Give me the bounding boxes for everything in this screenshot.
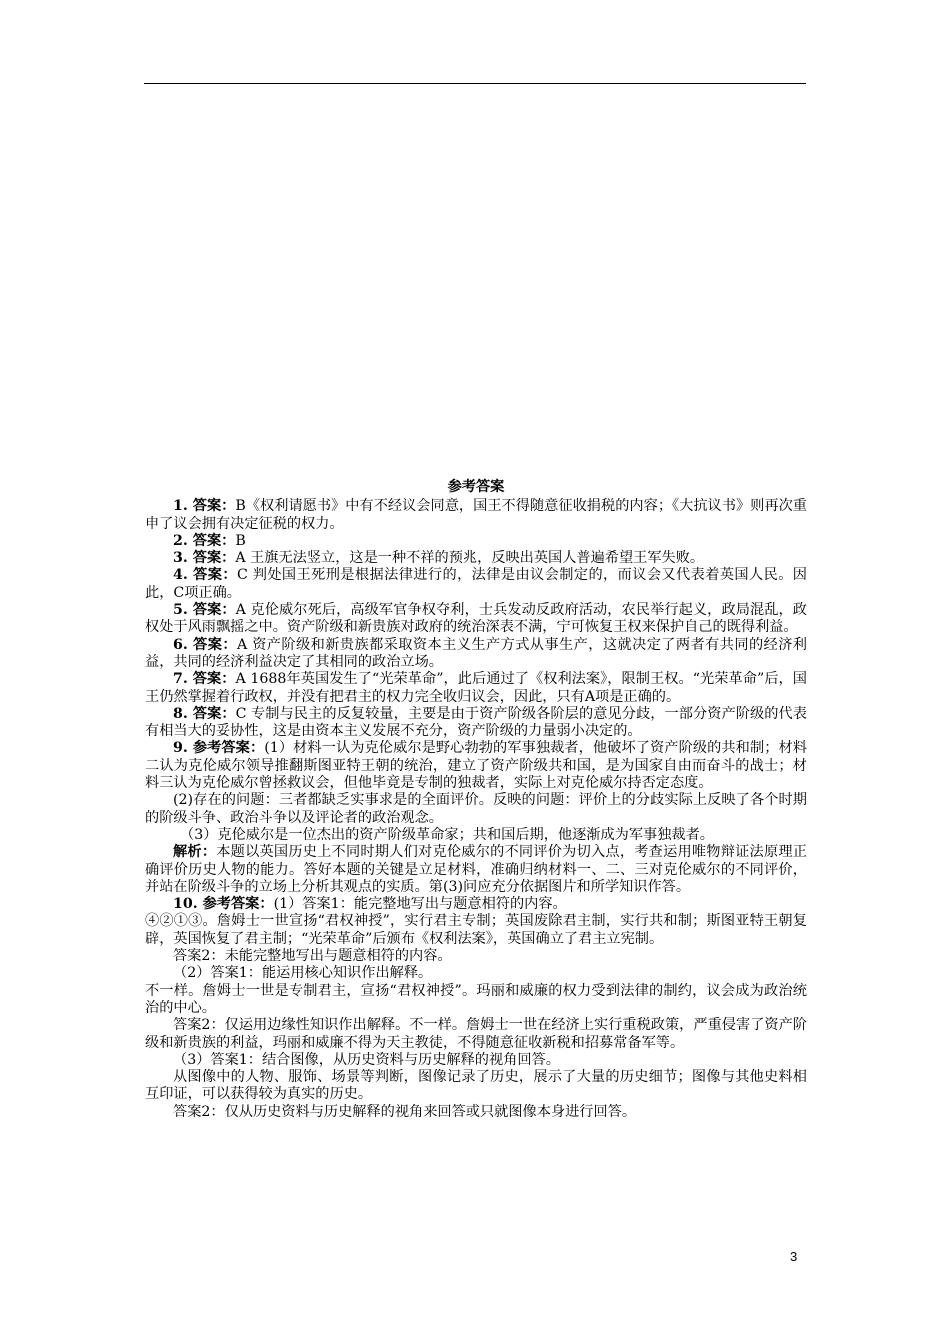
answer-10-line: ④②①③。詹姆士一世宣扬“君权神授”，实行君主专制；英国废除君主制，实行共和制；斯图亚特王朝复辟，英国恢复了君主制；“光荣革命”后颁布《权利法案》，英国确立了君主立宪制。 [145, 913, 807, 947]
answer-4 [145, 567, 807, 602]
answer-1 [145, 498, 807, 533]
answer-label: 5. 答案： [173, 602, 236, 619]
analysis-text: 本题以英国历史上不同时期人们对克伦威尔的不同评价为切入点，考查运用唯物辩证法原理正确评价历史人物的能力。答好本题的关键是立足材料，准确归纳材料一、二、三对克伦威尔的不同评价，并站在阶级斗争的立场上分析其观点的实质。第(3)问应充分依据图片和所学知识作答。 [145, 844, 807, 895]
answer-label: 7. 答案： [173, 671, 236, 688]
answer-9-part-3: （3）克伦威尔是一位杰出的资产阶级革命家；共和国后期，他逐渐成为军事独裁者。 [180, 826, 714, 843]
answer-label: 3. 答案： [173, 550, 236, 567]
analysis-label: 解析： [173, 844, 217, 861]
answer-10-line: 答案2：仅从历史资料与历史解释的视角来回答或只就图像本身进行回答。 [173, 1103, 637, 1120]
answer-text: A 克伦威尔死后，高级军官争权夺利，士兵发动反政府活动，农民举行起义，政局混乱，政权处于风雨飘摇之中。资产阶级和新贵族对政府的统治深表不满，宁可恢复王权来保护自己的既得利益。 [145, 602, 807, 636]
answer-9 [145, 740, 807, 792]
header-rule [144, 83, 806, 84]
answer-text: (1）答案1：能完整地写出与题意相符的内容。 [273, 896, 567, 913]
answer-label: 8. 答案： [173, 705, 236, 722]
answer-text: C 专制与民主的反复较量，主要是由于资产阶级各阶层的意见分歧，一部分资产阶级的代表有相当大的妥协性，这是由资本主义发展不充分，资产阶级的力量弱小决定的。 [145, 705, 807, 740]
answer-label: 4. 答案： [173, 567, 237, 584]
answer-10-line: 从图像中的人物、服饰、场景等判断，图像记录了历史，展示了大量的历史细节；图像与其他史料相互印证，可以获得较为真实的历史。 [145, 1069, 807, 1103]
answer-label: 1. 答案： [173, 498, 236, 515]
answer-text: B《权利请愿书》中有不经议会同意，国王不得随意征收捐税的内容；《大抗议书》则再次重申了议会拥有决定征税的权力。 [145, 498, 807, 532]
answer-10-line: 不一样。詹姆士一世是专制君主，宣扬“君权神授”。玛丽和威廉的权力受到法律的制约，议会成为政治统治的中心。 [145, 982, 807, 1016]
answer-text: B [235, 532, 246, 549]
answer-section [145, 479, 807, 1121]
answer-text: C 判处国王死刑是根据法律进行的，法律是由议会制定的，而议会又代表着英国人民。因此，C项正确。 [145, 567, 807, 601]
answer-text: A 资产阶级和新贵族都采取资本主义生产方式从事生产，这就决定了两者有共同的经济利益，共同的经济利益决定了其相同的政治立场。 [145, 636, 807, 670]
answer-10 [145, 896, 807, 913]
answer-6 [145, 637, 807, 672]
answer-2 [145, 533, 807, 550]
answer-10-line: （3）答案1：结合图像，从历史资料与历史解释的视角回答。 [173, 1051, 560, 1068]
answer-label: 9. 参考答案： [173, 740, 265, 757]
answer-10-line: 答案2：仅运用边缘性知识作出解释。不一样。詹姆士一世在经济上实行重税政策，严重侵害了资产阶级和新贵族的利益，玛丽和威廉不得为天主教徒，不得随意征收新税和招募常备军等。 [145, 1017, 807, 1051]
answer-text: (1）材料一认为克伦威尔是野心勃勃的军事独裁者，他破坏了资产阶级的共和制；材料二认为克伦威尔领导推翻斯图亚特王朝的统治，建立了资产阶级共和国，是为国家自由而奋斗的战士；材料三认为克伦威尔曾拯救议会，但他毕竟是专制的独裁者，实际上对克伦威尔持否定态度。 [145, 740, 807, 792]
answer-9-analysis [145, 844, 807, 896]
page-number: 3 [790, 1249, 798, 1264]
answer-label: 2. 答案： [173, 532, 236, 549]
answer-text: A 1688年英国发生了“光荣革命”，此后通过了《权利法案》，限制王权。“光荣革命”后，国王仍然掌握着行政权，并没有把君主的权力完全收归议会，因此，只有A项是正确的。 [145, 671, 807, 705]
answer-text: A 王旗无法竖立，这是一种不祥的预兆，反映出英国人普遍希望王军失败。 [235, 550, 705, 567]
section-title: 参考答案 [447, 479, 505, 495]
answer-10-line: （2）答案1：能运用核心知识作出解释。 [173, 965, 433, 982]
answer-3 [145, 550, 807, 567]
answer-label: 10. 参考答案： [173, 896, 274, 913]
answer-7 [145, 671, 807, 706]
answer-9-part-2: (2)存在的问题：三者都缺乏实事求是的全面评价。反映的问题：评价上的分歧实际上反映了各个时期的阶级斗争、政治斗争以及评论者的政治观念。 [145, 792, 807, 826]
answer-label: 6. 答案： [173, 636, 238, 653]
answer-10-line: 答案2：未能完整地写出与题意相符的内容。 [173, 948, 452, 965]
answer-8 [145, 706, 807, 741]
answer-5 [145, 602, 807, 637]
